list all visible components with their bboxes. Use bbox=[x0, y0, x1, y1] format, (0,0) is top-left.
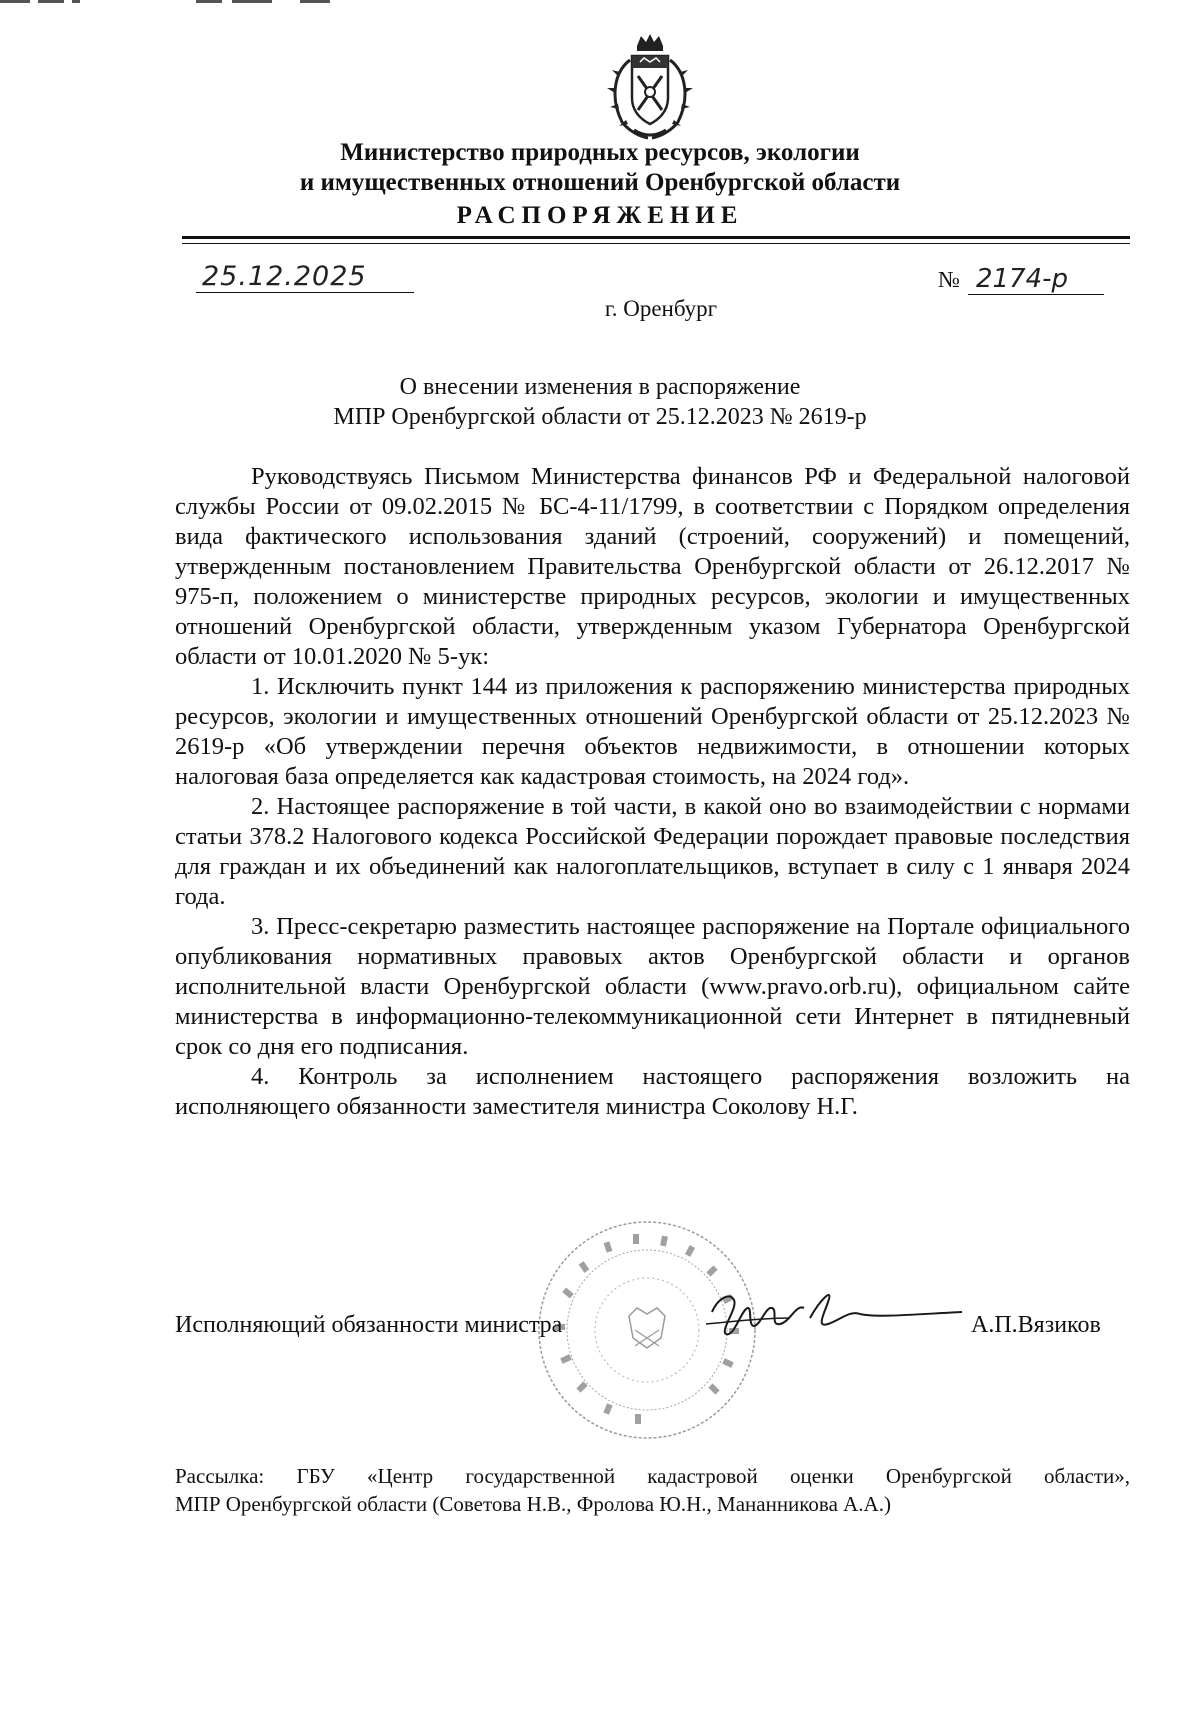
distribution-line-1: Рассылка: ГБУ «Центр государственной кадастровой оценки Оренбургской области», bbox=[175, 1464, 1130, 1488]
subject-line-2: МПР Оренбургской области от 25.12.2023 № 2619-р bbox=[333, 404, 867, 430]
signatory-name: А.П.Вязиков bbox=[971, 1312, 1101, 1338]
handwritten-number: 2174-р bbox=[968, 264, 1104, 295]
document-type-title: РАСПОРЯЖЕНИЕ bbox=[456, 202, 744, 229]
header-divider-thick bbox=[182, 236, 1130, 239]
handwritten-date: 25.12.2025 bbox=[196, 262, 414, 293]
scan-artifact bbox=[196, 0, 222, 3]
document-number bbox=[938, 264, 1104, 295]
item-3-paragraph: 3. Пресс-секретарю разместить настоящее распоряжение на Портале официального опубликования нормативных правовых актов Оренбургской области и органов исполнительной власти Оренбургской области (www.pravo.orb.ru), официальном сайте министерства в информационно-телекоммуникационной сети Интернет в пятидневный срок со дня его подписания. bbox=[175, 913, 1130, 1060]
item-1-paragraph: 1. Исключить пункт 144 из приложения к распоряжению министерства природных ресурсов, экологии и имущественных отношений Оренбургской области от 25.12.2023 № 2619-р «Об утверждении перечня объектов недвижимости, в отношении которых налоговая база определяется как кадастровая стоимость, на 2024 год». bbox=[175, 673, 1130, 790]
ministry-name-line-2: и имущественных отношений Оренбургской области bbox=[299, 169, 901, 196]
header-divider-thin bbox=[182, 243, 1130, 244]
subject-line-1: О внесении изменения в распоряжение bbox=[399, 374, 801, 400]
scan-artifact bbox=[38, 0, 64, 3]
document-body bbox=[175, 462, 1130, 1122]
scan-artifact bbox=[300, 0, 330, 3]
preamble-paragraph: Руководствуясь Письмом Министерства финансов РФ и Федеральной налоговой службы России от 09.02.2015 № БС-4-11/1799, в соответствии с Порядком определения вида фактического использования зданий (строений, сооружений) и помещений, утвержденным постановлением Правительства Оренбургской области от 26.12.2017 № 975-п, положением о министерстве природных ресурсов, экологии и имущественных отношений Оренбургской области, утвержденным указом Губернатора Оренбургской области от 10.01.2020 № 5-ук: bbox=[175, 463, 1130, 670]
item-4-paragraph: 4. Контроль за исполнением настоящего распоряжения возложить на исполняющего обязанности заместителя министра Соколову Н.Г. bbox=[175, 1063, 1130, 1120]
handwritten-signature bbox=[700, 1278, 970, 1348]
coat-of-arms-emblem bbox=[604, 32, 696, 144]
scan-artifact bbox=[232, 0, 272, 3]
scan-artifact bbox=[72, 0, 80, 3]
signatory-title: Исполняющий обязанности министра bbox=[175, 1312, 563, 1338]
scan-artifact bbox=[0, 0, 30, 3]
distribution-list bbox=[175, 1462, 1130, 1518]
number-sign: № bbox=[938, 267, 960, 292]
ministry-name-line-1: Министерство природных ресурсов, экологии bbox=[340, 139, 860, 166]
distribution-line-2: МПР Оренбургской области (Советова Н.В., Фролова Ю.Н., Мананникова А.А.) bbox=[175, 1492, 891, 1516]
issue-city: г. Оренбург bbox=[604, 296, 718, 321]
item-2-paragraph: 2. Настоящее распоряжение в той части, в какой оно во взаимодействии с нормами статьи 378.2 Налогового кодекса Российской Федерации порождает правовые последствия для граждан и их объединений как налогоплательщиков, вступает в силу с 1 января 2024 года. bbox=[175, 793, 1130, 910]
